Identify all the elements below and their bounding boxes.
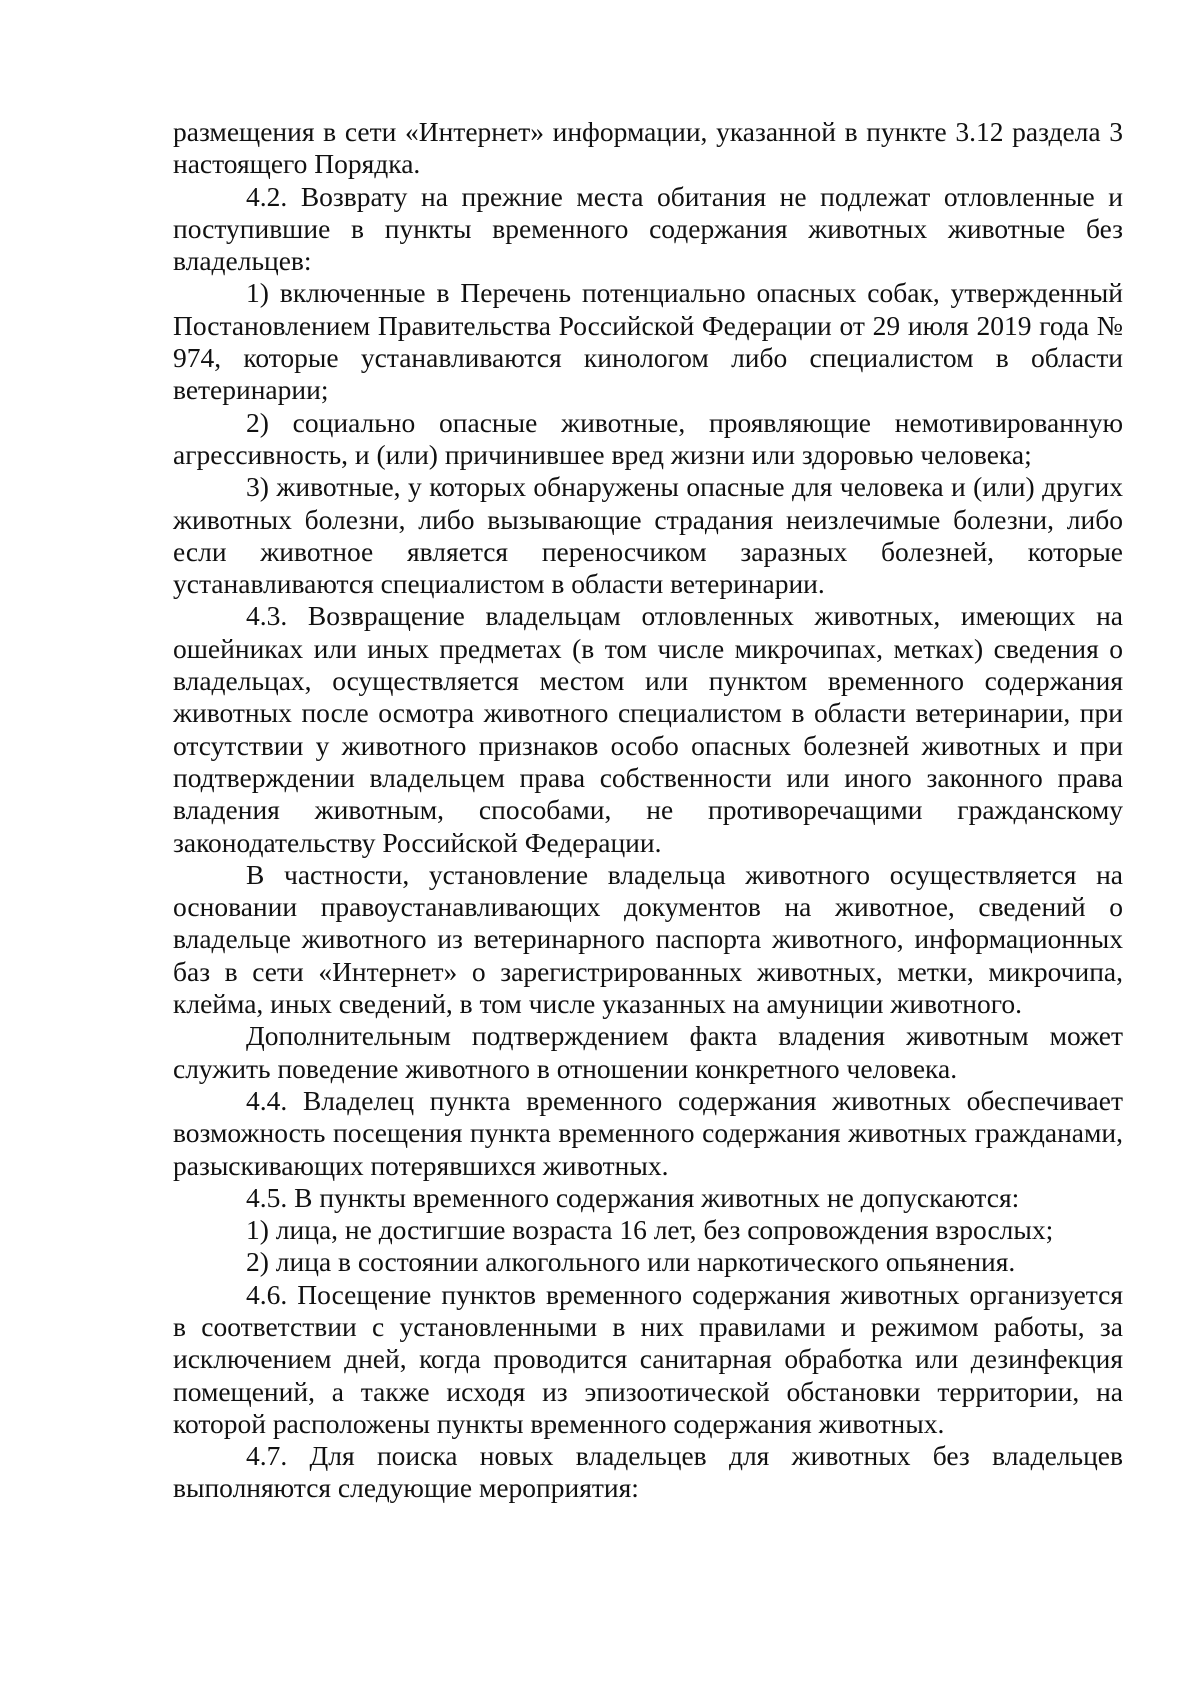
paragraph-4-2-item-2: 2) социально опасные животные, проявляющие немотивированную агрессивность, и (или) причинившее вред жизни или здоровью человека;	[173, 406, 1123, 470]
paragraph-4-5: 4.5. В пункты временного содержания животных не допускаются:	[246, 1181, 1020, 1213]
paragraph-4-2-item-3: 3) животные, у которых обнаружены опасные для человека и (или) других животных болезни, либо вызывающие страдания неизлечимые болезни, либо если животное является переносчиком заразных болезней, которые устанавливаются специалистом в области ветеринарии.	[173, 471, 1123, 600]
paragraph-4-5-item-2: 2) лица в состоянии алкогольного или наркотического опьянения.	[246, 1246, 1016, 1278]
paragraph-4-2: 4.2. Возврату на прежние места обитания не подлежат отловленные и поступившие в пункты временного содержания животных животные без владельцев:	[173, 180, 1123, 277]
paragraph-4-4: 4.4. Владелец пункта временного содержания животных обеспечивает возможность посещения пункта временного содержания животных гражданами, разыскивающих потерявшихся животных.	[173, 1084, 1123, 1181]
paragraph-4-3: 4.3. Возвращение владельцам отловленных животных, имеющих на ошейниках или иных предметах (в том числе микрочипах, метках) сведения о владельцах, осуществляется местом или пунктом временного содержания животных после осмотра животного специалистом в области ветеринарии, при отсутствии у животного признаков особо опасных болезней животных и при подтверждении владельцем права собственности или иного законного права владения животным, способами, не противоречащими гражданскому законодательству Российской Федерации.	[173, 600, 1123, 858]
paragraph-4-3-additional-proof: Дополнительным подтверждением факта владения животным может служить поведение животного в отношении конкретного человека.	[173, 1020, 1123, 1084]
paragraph-continuation: размещения в сети «Интернет» информации, указанной в пункте 3.12 раздела 3 настоящего Порядка.	[173, 116, 1123, 180]
paragraph-4-7: 4.7. Для поиска новых владельцев для животных без владельцев выполняются следующие мероприятия:	[173, 1440, 1123, 1504]
paragraph-4-2-item-1: 1) включенные в Перечень потенциально опасных собак, утвержденный Постановлением Правительства Российской Федерации от 29 июля 2019 года № 974, которые устанавливаются кинологом либо специалистом в области ветеринарии;	[173, 277, 1123, 406]
paragraph-4-5-item-1: 1) лица, не достигшие возраста 16 лет, без сопровождения взрослых;	[246, 1214, 1054, 1246]
paragraph-4-6: 4.6. Посещение пунктов временного содержания животных организуется в соответствии с установленными в них правилами и режимом работы, за исключением дней, когда проводится санитарная обработка или дезинфекция помещений, а также исходя из эпизоотической обстановки территории, на которой расположены пункты временного содержания животных.	[173, 1278, 1123, 1439]
document-page	[173, 116, 1123, 1505]
paragraph-4-3-owner-identification: В частности, установление владельца животного осуществляется на основании правоустанавливающих документов на животное, сведений о владельце животного из ветеринарного паспорта животного, информационных баз в сети «Интернет» о зарегистрированных животных, метки, микрочипа, клейма, иных сведений, в том числе указанных на амуниции животного.	[173, 858, 1123, 1020]
